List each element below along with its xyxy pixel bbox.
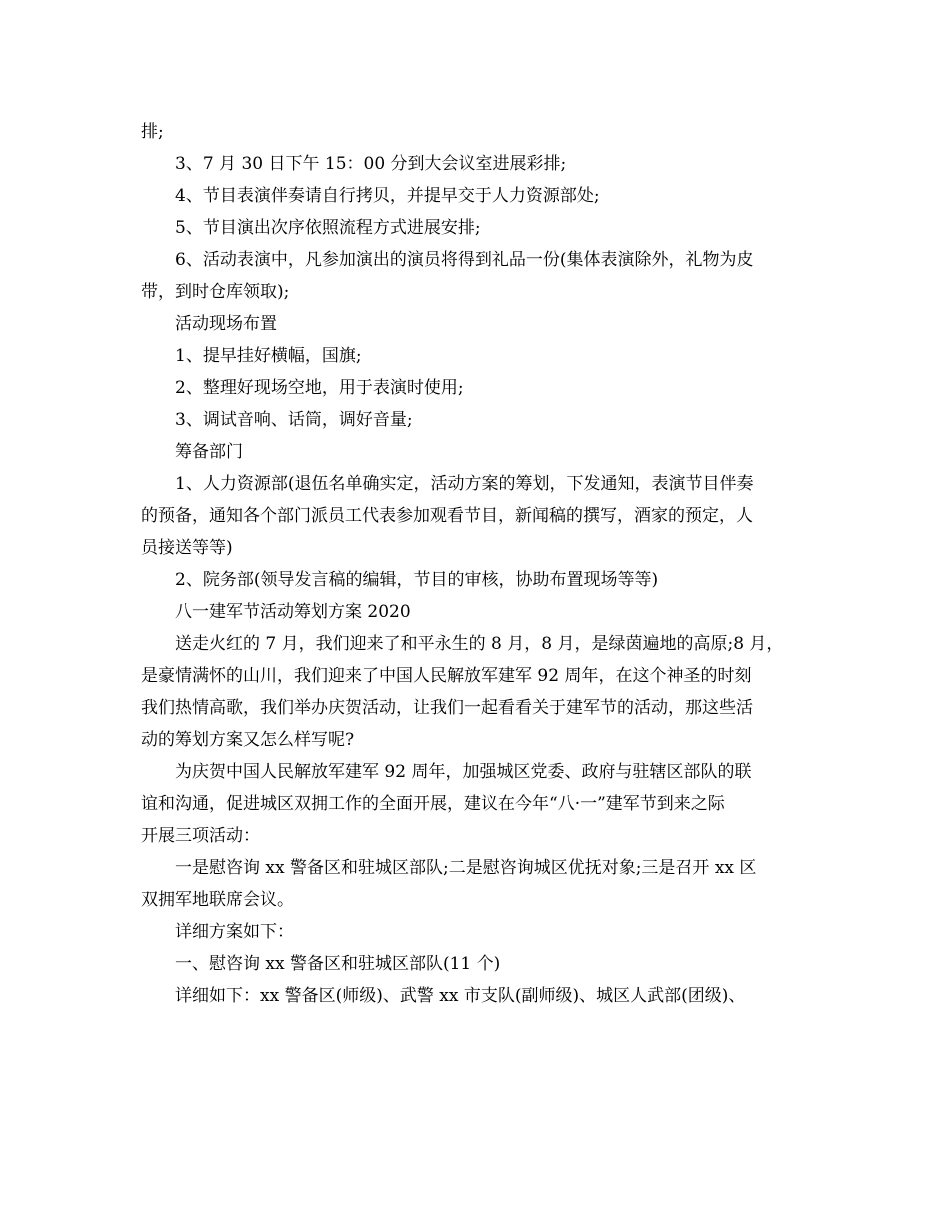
text-line: 带，到时仓库领取);: [141, 282, 290, 302]
text-line: 3、调试音响、话筒，调好音量;: [175, 410, 413, 430]
text-line: 谊和沟通，促进城区双拥工作的全面开展，建议在今年“八·一”建军节到来之际: [141, 794, 725, 814]
section-heading: 筹备部门: [175, 442, 243, 462]
text-line: 为庆贺中国人民解放军建军 92 周年，加强城区党委、政府与驻辖区部队的联: [175, 762, 752, 782]
document-body: [141, 116, 813, 1012]
text-line: 3、7 月 30 日下午 15：00 分到大会议室进展彩排;: [175, 154, 567, 174]
text-line: 员接送等等): [141, 538, 233, 558]
text-line: 1、人力资源部(退伍名单确实定，活动方案的筹划，下发通知，表演节目伴奏: [175, 474, 754, 494]
section-heading: 活动现场布置: [175, 314, 277, 334]
text-line: 双拥军地联席会议。: [141, 890, 294, 910]
text-line: 是豪情满怀的山川，我们迎来了中国人民解放军建军 92 周年，在这个神圣的时刻: [141, 666, 752, 686]
text-line: 送走火红的 7 月，我们迎来了和平永生的 8 月，8 月，是绿茵遍地的高原;8 月，: [175, 634, 784, 654]
text-line: 排;: [141, 122, 164, 142]
section-heading: 八一建军节活动筹划方案 2020: [175, 602, 411, 622]
text-line: 6、活动表演中，凡参加演出的演员将得到礼品一份(集体表演除外，礼物为皮: [175, 250, 754, 270]
text-line: 动的筹划方案又怎么样写呢?: [141, 730, 355, 750]
text-line: 详细如下：xx 警备区(师级)、武警 xx 市支队(副师级)、城区人武部(团级)、: [175, 986, 746, 1006]
text-line: 一是慰咨询 xx 警备区和驻城区部队;二是慰咨询城区优抚对象;三是召开 xx 区: [175, 858, 757, 878]
text-line: 开展三项活动：: [141, 826, 260, 846]
text-line: 的预备，通知各个部门派员工代表参加观看节目，新闻稿的撰写，酒家的预定，人: [141, 506, 753, 526]
text-line: 2、整理好现场空地，用于表演时使用;: [175, 378, 464, 398]
text-line: 4、节目表演伴奏请自行拷贝，并提早交于人力资源部处;: [175, 186, 600, 206]
text-line: 1、提早挂好横幅，国旗;: [175, 346, 362, 366]
section-heading: 详细方案如下：: [175, 922, 294, 942]
text-line: 5、节目演出次序依照流程方式进展安排;: [175, 218, 481, 238]
text-line: 2、院务部(领导发言稿的编辑，节目的审核，协助布置现场等等): [175, 570, 659, 590]
text-line: 一、慰咨询 xx 警备区和驻城区部队(11 个): [175, 954, 501, 974]
text-line: 我们热情高歌，我们举办庆贺活动，让我们一起看看关于建军节的活动，那这些活: [141, 698, 753, 718]
